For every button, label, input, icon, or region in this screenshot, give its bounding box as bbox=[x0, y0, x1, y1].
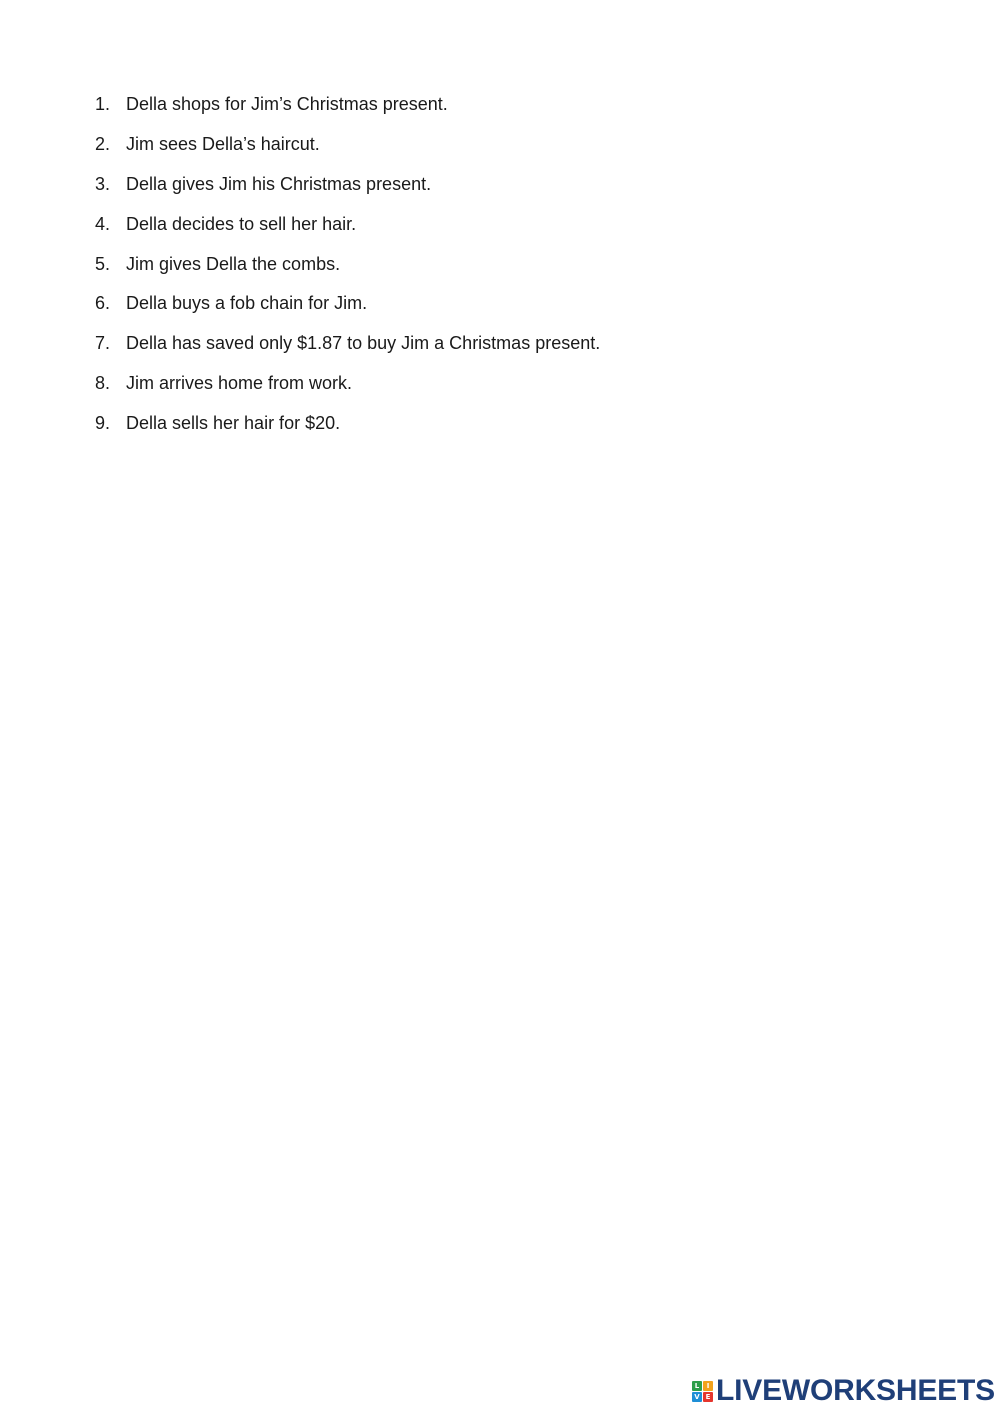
list-item bbox=[95, 290, 600, 330]
list-item bbox=[95, 211, 600, 251]
item-number: 2. bbox=[95, 133, 111, 154]
item-text: Della decides to sell her hair. bbox=[126, 213, 357, 234]
item-text: Della shops for Jim’s Christmas present. bbox=[126, 94, 448, 114]
list-item bbox=[95, 171, 600, 211]
item-text: Jim gives Della the combs. bbox=[126, 253, 341, 274]
list-item bbox=[95, 330, 600, 370]
logo-text: LIVEWORKSHEETS bbox=[716, 1374, 995, 1407]
logo-mark-letter: L bbox=[692, 1381, 702, 1391]
sentence-list bbox=[95, 91, 600, 450]
liveworksheets-logo bbox=[692, 1376, 995, 1406]
item-text: Jim arrives home from work. bbox=[126, 373, 353, 394]
list-item bbox=[95, 131, 600, 171]
item-number: 1. bbox=[95, 94, 111, 114]
item-text: Della sells her hair for $20. bbox=[126, 413, 341, 434]
item-number: 4. bbox=[95, 213, 111, 234]
list-item bbox=[95, 91, 600, 131]
item-text: Della gives Jim his Christmas present. bbox=[126, 173, 432, 194]
list-item bbox=[95, 370, 600, 410]
list-item bbox=[95, 410, 600, 450]
list-item bbox=[95, 251, 600, 291]
item-number: 9. bbox=[95, 413, 111, 434]
logo-mark-letter: E bbox=[703, 1392, 713, 1402]
item-text: Jim sees Della’s haircut. bbox=[126, 133, 320, 154]
item-text: Della has saved only $1.87 to buy Jim a Christmas present. bbox=[126, 333, 601, 354]
item-number: 5. bbox=[95, 253, 111, 274]
logo-mark-icon bbox=[692, 1381, 713, 1402]
item-number: 3. bbox=[95, 173, 111, 194]
item-number: 7. bbox=[95, 333, 111, 354]
item-text: Della buys a fob chain for Jim. bbox=[126, 293, 368, 314]
item-number: 6. bbox=[95, 293, 111, 314]
logo-mark-letter: V bbox=[692, 1392, 702, 1402]
logo-mark-letter: I bbox=[703, 1381, 713, 1391]
item-number: 8. bbox=[95, 373, 111, 394]
